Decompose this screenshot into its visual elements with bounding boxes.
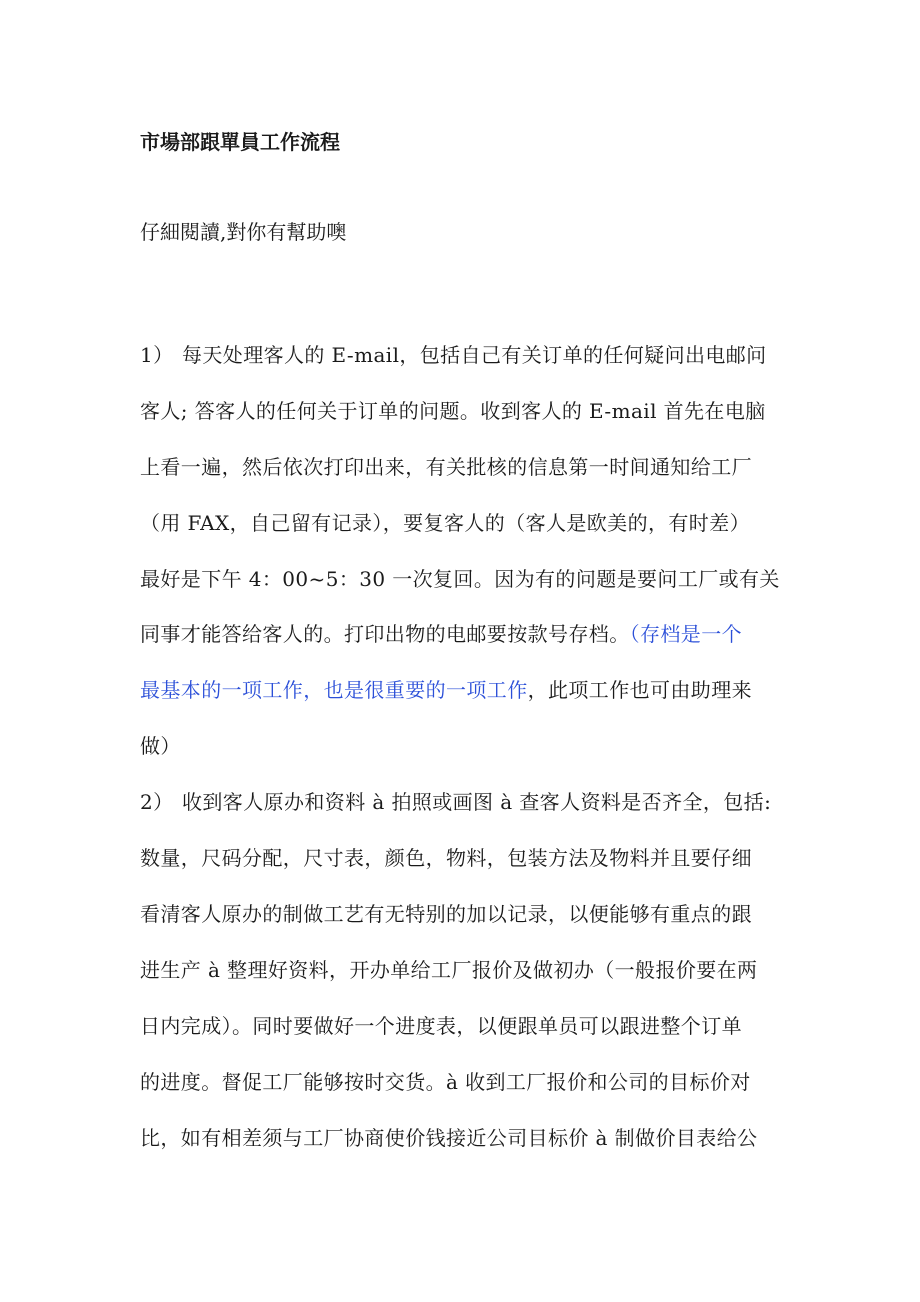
paragraph-line: 比，如有相差须与工厂协商使价钱接近公司目标价 à 制做价目表给公 xyxy=(140,1126,758,1150)
paragraph-line xyxy=(140,341,767,369)
paragraph-line: 数量，尺码分配，尺寸表，颜色，物料，包装方法及物料并且要仔细 xyxy=(140,846,752,870)
document-title: 市場部跟單員工作流程 xyxy=(140,130,340,154)
paragraph-line xyxy=(140,620,742,648)
paragraph-line: 客人; 答客人的任何关于订单的问题。收到客人的 E-mail 首先在电脑 xyxy=(140,399,766,423)
paragraph-text: 同事才能答给客人的。打印出物的电邮要按款号存档。 xyxy=(140,622,630,646)
highlighted-text: 最基本的一项工作，也是很重要的一项工作 xyxy=(140,678,528,702)
highlighted-text: （存档是一个 xyxy=(629,622,743,646)
paragraph-line xyxy=(140,676,752,704)
paragraph-line: 日内完成）。同时要做好一个进度表，以便跟单员可以跟进整个订单 xyxy=(140,1014,742,1038)
paragraph-text: 每天处理客人的 E-mail，包括自己有关订单的任何疑问出电邮问 xyxy=(182,343,767,367)
paragraph-line: 上看一遍，然后依次打印出来，有关批核的信息第一时间通知给工厂 xyxy=(140,455,752,479)
paragraph-line: （用 FAX，自己留有记录），要复客人的（客人是欧美的，有时差） xyxy=(140,511,750,535)
document-subtitle: 仔細閱讀,對你有幫助噢 xyxy=(140,220,347,244)
item-number: 1） xyxy=(140,343,174,367)
paragraph-line xyxy=(140,788,771,816)
paragraph-line: 看清客人原办的制做工艺有无特别的加以记录，以便能够有重点的跟 xyxy=(140,902,752,926)
paragraph-line: 最好是下午 4：00~5：30 一次复回。因为有的问题是要问工厂或有关 xyxy=(140,567,780,591)
paragraph-line: 进生产 à 整理好资料，开办单给工厂报价及做初办（一般报价要在两 xyxy=(140,958,758,982)
paragraph-text: 收到客人原办和资料 à 拍照或画图 à 查客人资料是否齐全，包括: xyxy=(182,790,772,814)
item-number: 2） xyxy=(140,790,174,814)
paragraph-line: 的进度。督促工厂能够按时交货。à 收到工厂报价和公司的目标价对 xyxy=(140,1070,751,1094)
paragraph-text: ，此项工作也可由助理来 xyxy=(527,678,753,702)
paragraph-line: 做） xyxy=(140,734,181,758)
